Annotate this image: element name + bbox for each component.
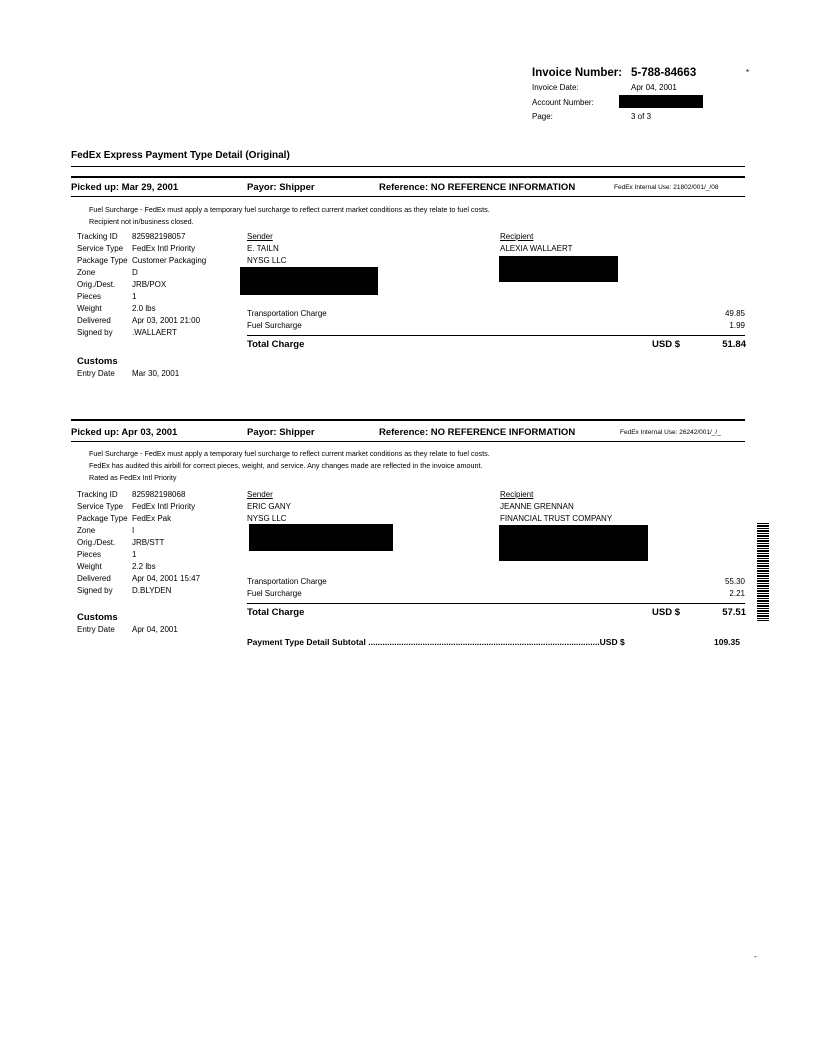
- shipment-top-rule: [71, 419, 745, 421]
- picked-up: Picked up: Apr 03, 2001: [71, 427, 178, 438]
- internal-use: FedEx Internal Use: 26242/001/_/_: [620, 429, 721, 436]
- sender-line: ERIC GANY: [247, 502, 292, 511]
- recipient-address-redaction: [499, 525, 648, 561]
- detail-label: Package Type: [77, 514, 128, 523]
- sender-heading: Sender: [247, 490, 273, 499]
- total-rule: [247, 335, 745, 336]
- charge-amount: 1.99: [729, 321, 745, 330]
- recipient-line: ALEXIA WALLAERT: [500, 244, 573, 253]
- detail-label: Weight: [77, 562, 102, 571]
- payor: Payor: Shipper: [247, 427, 315, 438]
- detail-label: Delivered: [77, 574, 111, 583]
- reference: Reference: NO REFERENCE INFORMATION: [379, 182, 576, 193]
- entry-date: Mar 30, 2001: [132, 369, 180, 378]
- section-divider: [71, 166, 745, 167]
- detail-value: FedEx Intl Priority: [132, 244, 196, 253]
- invoice-date-label: Invoice Date:: [532, 83, 579, 92]
- note-line: Recipient not in/business closed.: [89, 217, 194, 226]
- total-charge-amount: 57.51: [722, 607, 746, 618]
- entry-date-label: Entry Date: [77, 369, 115, 378]
- detail-value: D: [132, 268, 138, 277]
- invoice-number-label: Invoice Number:: [532, 67, 623, 79]
- sender-address-redaction: [240, 267, 378, 295]
- detail-value: .WALLAERT: [132, 328, 177, 337]
- detail-label: Weight: [77, 304, 102, 313]
- subtotal-label: Payment Type Detail Subtotal ..................................................................................................USD $: [247, 637, 625, 647]
- note-line: Rated as FedEx Intl Priority: [89, 473, 177, 482]
- recipient-heading: Recipient: [500, 232, 534, 241]
- section-title: FedEx Express Payment Type Detail (Original): [71, 150, 290, 161]
- shipment-header-rule: [71, 196, 745, 197]
- charge-amount: 55.30: [724, 577, 745, 586]
- customs-heading: Customs: [77, 612, 118, 623]
- detail-label: Orig./Dest.: [77, 280, 116, 289]
- tracking-id: 825982198068: [132, 490, 186, 499]
- sender-line: E. TAILN: [247, 244, 279, 253]
- payor: Payor: Shipper: [247, 182, 315, 193]
- sender-line: NYSG LLC: [247, 256, 287, 265]
- detail-value: FedEx Pak: [132, 514, 172, 523]
- detail-label: Service Type: [77, 502, 124, 511]
- page-label: Page:: [532, 112, 553, 121]
- detail-value: 1: [132, 550, 137, 559]
- charge-label: Fuel Surcharge: [247, 321, 302, 330]
- detail-label: Signed by: [77, 328, 113, 337]
- detail-value: 2.2 lbs: [132, 562, 156, 571]
- detail-value: 2.0 lbs: [132, 304, 156, 313]
- detail-value: I: [132, 526, 135, 535]
- charge-label: Transportation Charge: [247, 577, 327, 586]
- subtotal-amount: 109.35: [714, 637, 740, 647]
- entry-date-label: Entry Date: [77, 625, 115, 634]
- detail-label: Signed by: [77, 586, 113, 595]
- detail-label: Orig./Dest.: [77, 538, 116, 547]
- detail-value: Apr 04, 2001 15:47: [132, 574, 201, 583]
- charge-label: Transportation Charge: [247, 309, 327, 318]
- detail-value: Customer Packaging: [132, 256, 207, 265]
- entry-date: Apr 04, 2001: [132, 625, 178, 634]
- barcode-graphic: [757, 523, 769, 621]
- customs-heading: Customs: [77, 356, 118, 367]
- picked-up: Picked up: Mar 29, 2001: [71, 182, 179, 193]
- recipient-address-redaction: [499, 256, 618, 282]
- sender-heading: Sender: [247, 232, 273, 241]
- total-charge-label: Total Charge: [247, 339, 305, 350]
- sender-line: NYSG LLC: [247, 514, 287, 523]
- reference: Reference: NO REFERENCE INFORMATION: [379, 427, 576, 438]
- total-rule: [247, 603, 745, 604]
- note-line: Fuel Surcharge - FedEx must apply a temporary fuel surcharge to reflect current market conditions as they relate to fuel costs.: [89, 449, 490, 458]
- recipient-line: FINANCIAL TRUST COMPANY: [500, 514, 613, 523]
- charge-amount: 49.85: [724, 309, 745, 318]
- corner-mark: *: [746, 68, 750, 77]
- detail-label: Delivered: [77, 316, 111, 325]
- total-charge-label: Total Charge: [247, 607, 305, 618]
- internal-use: FedEx Internal Use: 21802/001/_/08: [614, 184, 719, 191]
- invoice-date: Apr 04, 2001: [631, 83, 677, 92]
- charge-label: Fuel Surcharge: [247, 589, 302, 598]
- detail-value: JRB/STT: [132, 538, 165, 547]
- sender-address-redaction: [249, 524, 393, 551]
- detail-label: Tracking ID: [77, 490, 118, 499]
- total-currency: USD $: [652, 339, 680, 350]
- total-charge-amount: 51.84: [722, 339, 746, 350]
- recipient-heading: Recipient: [500, 490, 534, 499]
- recipient-line: JEANNE GRENNAN: [500, 502, 574, 511]
- account-number-redaction: [619, 95, 703, 108]
- footer-mark: -: [754, 952, 757, 961]
- detail-value: FedEx Intl Priority: [132, 502, 196, 511]
- detail-value: D.BLYDEN: [132, 586, 172, 595]
- detail-label: Pieces: [77, 292, 102, 301]
- invoice-number: 5-788-84663: [631, 67, 697, 79]
- shipment-header-rule: [71, 441, 745, 442]
- charge-amount: 2.21: [729, 589, 745, 598]
- total-currency: USD $: [652, 607, 680, 618]
- detail-label: Tracking ID: [77, 232, 118, 241]
- note-line: FedEx has audited this airbill for correct pieces, weight, and service. Any changes made are reflected in the invoice amount.: [89, 461, 483, 470]
- account-number-label: Account Number:: [532, 98, 594, 107]
- page-number: 3 of 3: [631, 112, 652, 121]
- tracking-id: 825982198057: [132, 232, 186, 241]
- detail-label: Package Type: [77, 256, 128, 265]
- detail-value: 1: [132, 292, 137, 301]
- detail-label: Zone: [77, 526, 96, 535]
- note-line: Fuel Surcharge - FedEx must apply a temporary fuel surcharge to reflect current market conditions as they relate to fuel costs.: [89, 205, 490, 214]
- detail-label: Pieces: [77, 550, 102, 559]
- detail-value: JRB/POX: [132, 280, 167, 289]
- shipment-top-rule: [71, 176, 745, 178]
- detail-label: Service Type: [77, 244, 124, 253]
- detail-value: Apr 03, 2001 21:00: [132, 316, 201, 325]
- detail-label: Zone: [77, 268, 96, 277]
